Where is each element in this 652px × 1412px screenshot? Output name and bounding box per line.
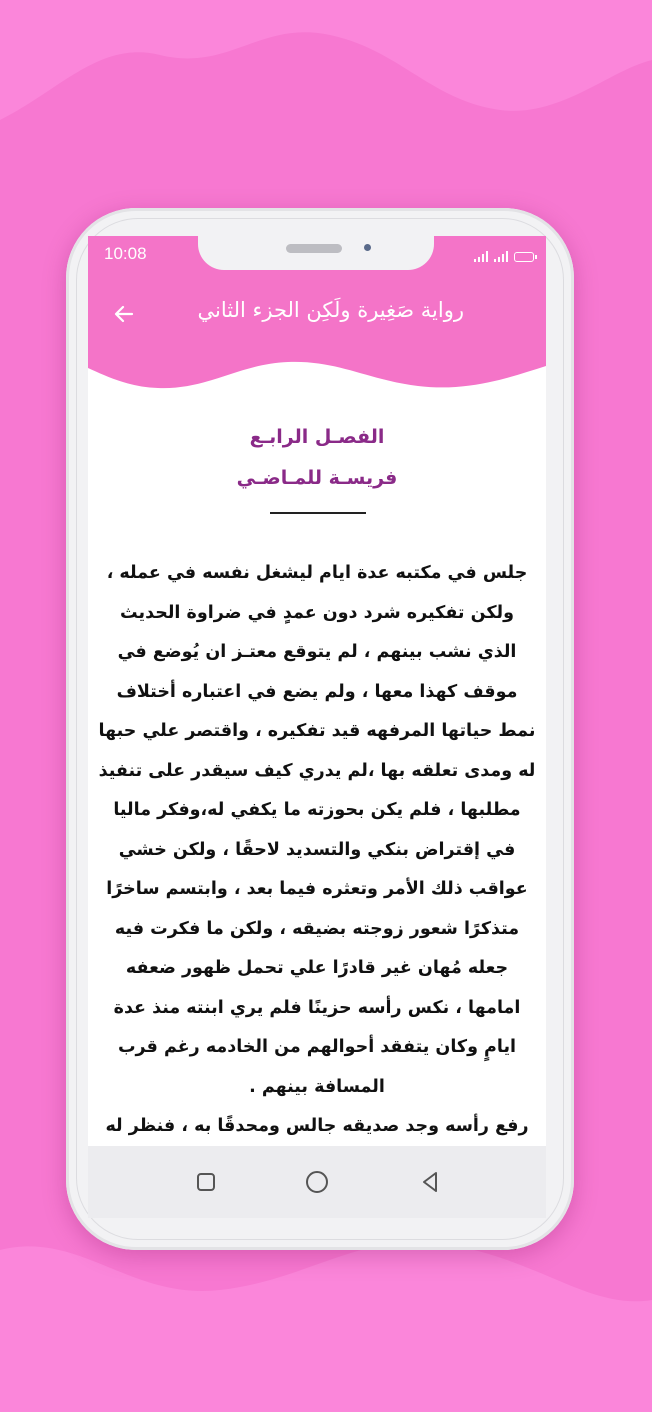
recent-apps-icon: [195, 1171, 217, 1193]
nav-back-button[interactable]: [416, 1168, 444, 1196]
app-title: رواية صَغِيرة ولَكِن الجزء الثاني: [197, 298, 464, 322]
story-paragraph: جلس في مكتبه عدة ايام ليشغل نفسه في عمله ، ولكن تفكيره شرد دون عمدٍ في ضراوة الحديث الذي نشب بينهم ، لم يتوقع معتـز ان يُوضع في موقف كهذا معها ، ولم يضع في اعتباره أختلاف نمط حياتها المرفهه قيد تفكيره ، واقتصر علي حبها له ومدى تعلقه بها ،لم يدري كيف سيقدر على تنفيذ مطلبها ، فلم يكن بحوزته ما يكفي له،وفكر ماليا في إقتراض بنكي والتسديد لاحقًا ، ولكن خشي عواقب ذلك الأمر وتعثره فيما بعد ، وابتسم ساخرًا متذكرًا شعور زوجته بضيقه ، ولكن ما فكرت فيه جعله مُهان غير قادرًا علي تحمل ظهور ضعفه امامها ، نكس رأسه حزينًا فلم يري ابنته منذ عدة ايامٍ وكان يتفقد أحوالهم من الخادمه رغم قرب المسافة بينهم .: [98, 563, 536, 1097]
app-bar: [88, 276, 546, 352]
arrow-back-icon: [112, 302, 136, 326]
chapter-subtitle: فريسـة للمـاضـي: [236, 467, 398, 489]
story-text: [98, 554, 536, 1186]
back-button[interactable]: [108, 298, 140, 330]
story-paragraph: رفع رأسه وجد صديقه جالس ومحدقًا به ، فنظر له: [105, 1116, 529, 1136]
header-wave: [88, 350, 546, 396]
status-icons: [474, 246, 534, 262]
chapter-divider: [270, 512, 366, 514]
status-time: 10:08: [104, 244, 147, 263]
back-triangle-icon: [418, 1170, 442, 1194]
speaker-grille: [286, 244, 342, 253]
chapter-title: الفصـل الرابـع: [249, 426, 385, 448]
front-camera: [364, 244, 371, 251]
phone-notch: [198, 236, 434, 270]
battery-icon: [514, 252, 534, 262]
home-button[interactable]: [303, 1168, 331, 1196]
phone-screen: [88, 236, 546, 1146]
home-icon: [304, 1169, 330, 1195]
recent-apps-button[interactable]: [192, 1168, 220, 1196]
signal-icon: [494, 250, 508, 262]
navigation-bar: [88, 1146, 546, 1218]
signal-icon: [474, 250, 488, 262]
phone-frame: [66, 208, 574, 1250]
